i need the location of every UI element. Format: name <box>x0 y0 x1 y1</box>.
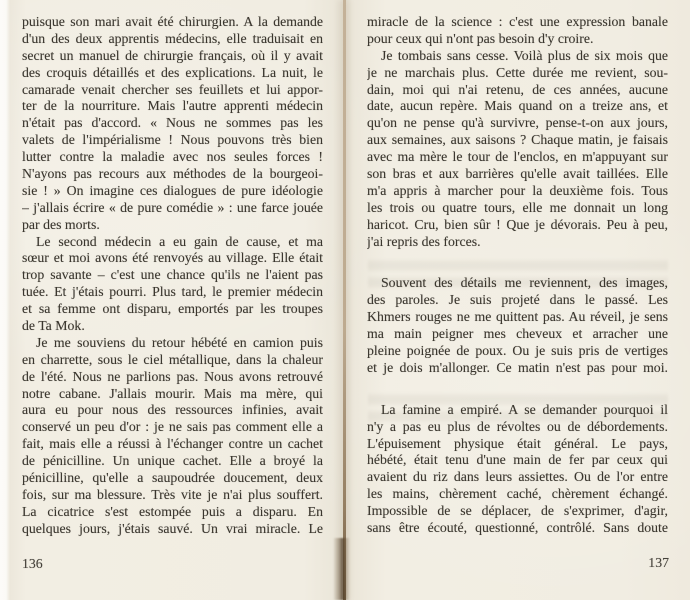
show-through-ghosting <box>368 258 668 292</box>
text-line: L'épuisement physique était général. Le pays, <box>367 435 668 451</box>
text-line: aux semaines, aux saisons ? Chaque matin, je faisais <box>367 132 668 148</box>
text-line: avaient du riz dans leurs assiettes. Ou de l'or entre <box>367 469 668 485</box>
text-line: pour ceux qui n'ont pas besoin d'y croire. <box>367 30 594 46</box>
text-line: et je dois m'allonger. Ce matin n'est pas pour moi. <box>367 359 668 375</box>
text-line: ter de la nourriture. Mais l'autre apprenti médecin <box>22 98 323 114</box>
text-line: La cicatrice s'est estompée puis a disparu. En <box>22 503 323 519</box>
text-line: Khmers rouges ne me quittent pas. Au réveil, je sens <box>367 309 668 325</box>
text-line: en charrette, sous le ciel métallique, dans la chaleur <box>22 351 323 367</box>
text-line: tuée. Et j'étais pourri. Plus tard, le premier médecin <box>22 284 323 300</box>
text-line: Souvent des détails me reviennent, des images, <box>381 275 668 291</box>
text-line: ma main peigner mes cheveux et arracher une <box>367 326 668 342</box>
text-line: sans être écouté, questionné, contrôlé. Sans doute <box>367 520 668 536</box>
page-lines <box>22 14 323 538</box>
text-line: avec ma mère le tour de l'enclos, en m'appuyant sur <box>367 149 668 165</box>
text-line: par des morts. <box>22 216 100 232</box>
text-line: sœur et moi avons été renvoyés au village. Elle était <box>22 250 323 266</box>
text-line: des paroles. Je suis projeté dans le passé. Les <box>367 292 668 308</box>
text-line: fois, sur ma blessure. Très vite je n'ai plus souffert. <box>22 486 323 502</box>
text-line: miracle de la science : c'est une expression banale <box>367 14 668 29</box>
text-line: sie ! » On imagine ces dialogues de pure idéologie <box>22 182 323 198</box>
text-line: fait, mais elle a réussi à l'échanger contre un cachet <box>22 436 323 452</box>
text-line: Impossible de se déplacer, de s'exprimer, d'agir, <box>367 503 668 519</box>
text-line: et sa femme ont disparu, emportés par les troupes <box>22 301 323 317</box>
page-right <box>345 0 690 600</box>
text-line: n'y a pas eu plus de révoltes ou de débordements. <box>367 418 668 434</box>
page-gutter-shadow <box>333 538 350 600</box>
text-line: n'était pas d'accord. « Nous ne sommes pas les <box>22 115 323 131</box>
text-line: son bras et aux barrières qu'elle avait taillées. Elle <box>367 166 668 182</box>
text-line: j'ai repris des forces. <box>367 233 481 249</box>
text-line: – j'allais écrire « de pure comédie » : une farce jouée <box>22 199 323 215</box>
page-number: 137 <box>648 554 669 570</box>
text-line: hébété, était tenu d'une main de fer par ceux qui <box>367 452 668 468</box>
text-line: dain, moi qui n'ai retenu, de ces années, aucune <box>367 81 668 97</box>
text-line: je ne marchais plus. Cette durée me revient, sou- <box>367 64 668 80</box>
text-line: lutter contre la maladie avec nos seules forces ! <box>22 149 323 165</box>
show-through-ghosting <box>368 392 668 426</box>
text-line: trop savante – c'est une chance qu'ils ne l'aient pas <box>22 267 323 283</box>
page-gutter <box>343 0 346 600</box>
text-line: d'un des deux apprentis médecins, elle traduisait en <box>22 30 323 46</box>
text-line: de pénicilline. Un unique cachet. Elle a broyé la <box>22 453 323 469</box>
text-line: conservé un peu d'or : je ne sais pas comment elle a <box>22 419 323 435</box>
text-line: puisque son mari avait été chirurgien. A la demande <box>22 14 323 29</box>
text-line: Le second médecin a eu gain de cause, et ma <box>36 233 323 249</box>
text-line: N'ayons pas recours aux méthodes de la bourgeoi- <box>22 166 323 182</box>
text-line: pleine poignée de poux. Ou je suis pris de vertiges <box>367 343 668 359</box>
text-line: La famine a empiré. A se demander pourquoi il <box>381 401 668 417</box>
text-line: notre cabane. J'allais mourir. Mais ma mère, qui <box>22 385 323 401</box>
page-number-row <box>367 555 669 571</box>
text-line: qu'on ne pense qu'à survivre, pense-t-on aux jours, <box>367 115 668 131</box>
text-line: pénicilline, qu'elle a saupoudrée doucement, deux <box>22 470 323 486</box>
text-line: Je tombais sans cesse. Voilà plus de six mois que <box>381 47 668 63</box>
text-line: des croquis détaillés et des explications. La nuit, le <box>22 64 323 80</box>
page-number: 136 <box>22 555 43 571</box>
text-line: date, aucun repère. Mais quand on a treize ans, et <box>367 98 668 114</box>
text-line: aura eu pour nous des ressources infinies, avait <box>22 402 323 418</box>
text-line: les trois ou quatre tours, elle me donnait un long <box>367 199 668 215</box>
text-line: secret un manuel de chirurgie français, où il y avait <box>22 47 323 63</box>
text-line: haricot. Cru, bien sûr ! Que je dévorais. Peu à peu, <box>367 216 668 232</box>
scan-edge <box>0 0 7 600</box>
text-line: Je me souviens du retour hébété en camion puis <box>36 334 323 350</box>
text-line: m'a appris à marcher pour la deuxième fois. Tous <box>367 182 668 198</box>
text-line: camarade venait chercher ses feuillets et lui appor- <box>22 81 323 97</box>
text-line: les mains, chèrement caché, chèrement échangé. <box>367 486 668 502</box>
text-line: de l'été. Nous ne parlions pas. Nous avons retrouvé <box>22 368 323 384</box>
text-line: quelques jours, j'étais sauvé. Un vrai miracle. Le <box>22 520 323 536</box>
page-number-row <box>22 556 323 572</box>
text-line: de Ta Mok. <box>22 318 85 334</box>
text-line: valets de l'impérialisme ! Nous pouvons très bien <box>22 132 323 148</box>
